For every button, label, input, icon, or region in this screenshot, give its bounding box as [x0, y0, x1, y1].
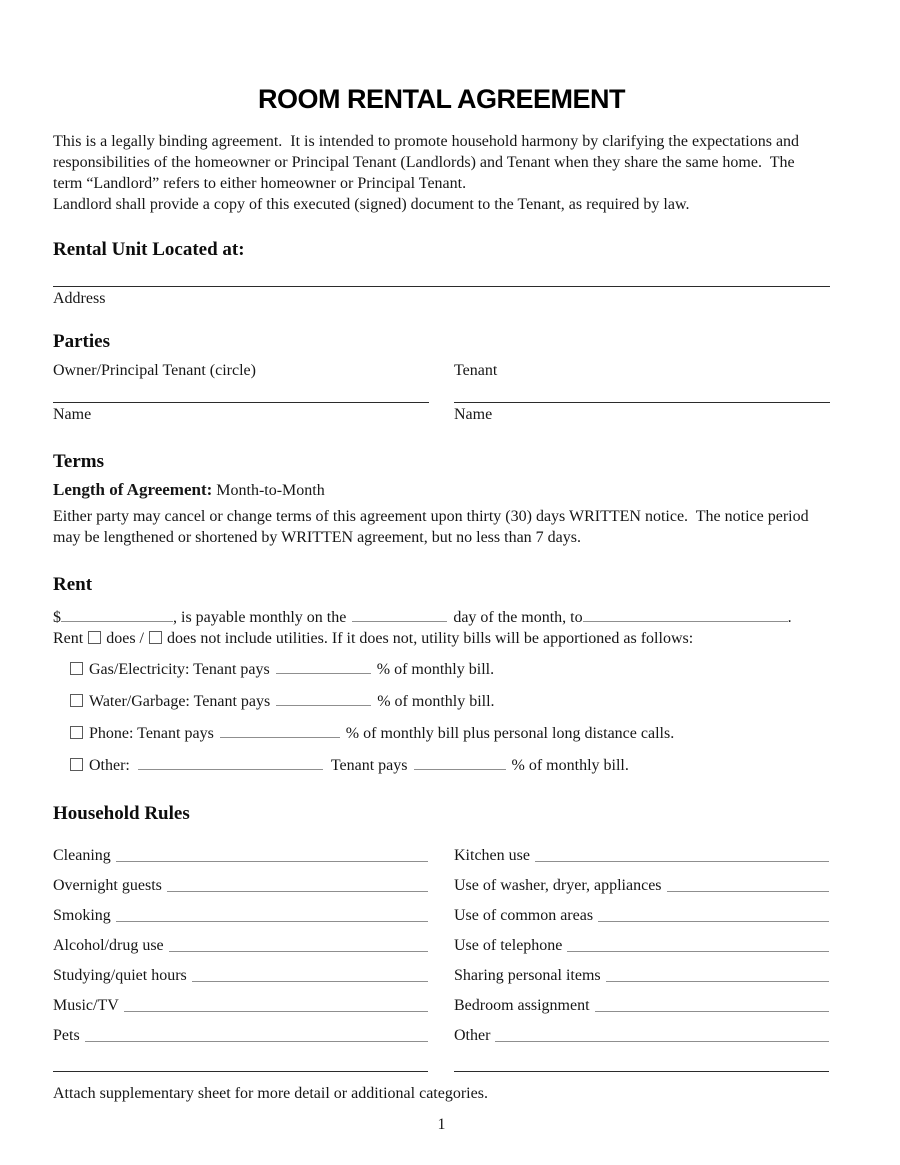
rent-word: Rent [53, 630, 84, 647]
rent-heading: Rent [53, 574, 93, 595]
owner-name-input-line[interactable] [53, 381, 429, 403]
rule-row-other [454, 1016, 830, 1046]
other-utility-description-blank[interactable] [138, 757, 323, 770]
other-rule-blank[interactable] [495, 1041, 829, 1042]
rule-row-extra-left [53, 1046, 429, 1076]
water-garbage-label: Water/Garbage: Tenant pays [89, 693, 271, 710]
cleaning-label: Cleaning [53, 847, 111, 864]
currency-symbol: $ [53, 609, 61, 626]
rent-payee-text: day of the month, to [453, 609, 583, 626]
utility-row-water-garbage [53, 691, 830, 712]
intro-law-line: Landlord shall provide a copy of this executed (signed) document to the Tenant, as required by law. [53, 196, 690, 213]
gas-electricity-suffix: % of monthly bill. [376, 661, 495, 678]
water-garbage-percent-blank[interactable] [276, 693, 371, 706]
rent-payee-blank[interactable] [583, 609, 788, 622]
utility-row-gas-electricity [53, 659, 830, 680]
phone-suffix: % of monthly bill plus personal long distance calls. [345, 725, 675, 742]
rent-payable-text: , is payable monthly on the [173, 609, 347, 626]
owner-name-label: Name [53, 406, 92, 423]
washer-dryer-appliances-blank[interactable] [667, 891, 829, 892]
gas-electricity-checkbox[interactable] [70, 662, 83, 675]
bedroom-assignment-label: Bedroom assignment [454, 997, 590, 1014]
rule-row-alcohol-drug-use [53, 926, 429, 956]
attach-supplementary-note: Attach supplementary sheet for more detail or additional categories. [53, 1085, 488, 1102]
music-tv-label: Music/TV [53, 997, 119, 1014]
tenant-name-input-line[interactable] [454, 381, 830, 403]
document-title: ROOM RENTAL AGREEMENT [258, 84, 625, 114]
length-of-agreement-value: Month-to-Month [216, 482, 325, 499]
address-input-line[interactable] [53, 261, 830, 287]
smoking-blank[interactable] [116, 921, 428, 922]
rule-row-sharing-personal-items [454, 956, 830, 986]
utilities-list [53, 659, 830, 776]
extra-left-blank[interactable] [53, 1071, 428, 1072]
utility-row-other [53, 755, 830, 776]
alcohol-drug-use-blank[interactable] [169, 951, 428, 952]
slash-separator: / [139, 630, 144, 647]
intro-paragraph: This is a legally binding agreement. It is intended to promote household harmony by clarifying the expectations and responsibilities of the homeowner or Principal Tenant (Landlords) and Tenant when they share the same home. The term “Landlord” refers to either homeowner or Principal Tenant. [53, 133, 804, 192]
household-rules-right-column [454, 836, 830, 1076]
rule-row-washer-dryer-appliances [454, 866, 830, 896]
studying-quiet-hours-label: Studying/quiet hours [53, 967, 187, 984]
cleaning-blank[interactable] [116, 861, 428, 862]
common-areas-label: Use of common areas [454, 907, 594, 924]
telephone-label: Use of telephone [454, 937, 563, 954]
rule-row-cleaning [53, 836, 429, 866]
phone-checkbox[interactable] [70, 726, 83, 739]
other-percent-blank[interactable] [414, 757, 506, 770]
gas-electricity-percent-blank[interactable] [276, 661, 371, 674]
parties-heading: Parties [53, 331, 110, 352]
common-areas-blank[interactable] [598, 921, 829, 922]
rule-row-bedroom-assignment [454, 986, 830, 1016]
does-label: does [106, 630, 136, 647]
rent-utilities-line [53, 628, 830, 649]
rule-row-common-areas [454, 896, 830, 926]
water-garbage-suffix: % of monthly bill. [377, 693, 495, 710]
overnight-guests-blank[interactable] [167, 891, 428, 892]
terms-heading: Terms [53, 451, 105, 472]
does-include-checkbox[interactable] [88, 631, 101, 644]
rule-row-pets [53, 1016, 429, 1046]
gas-electricity-label: Gas/Electricity: Tenant pays [89, 661, 270, 678]
rule-row-studying-quiet-hours [53, 956, 429, 986]
household-rules-grid [53, 836, 830, 1076]
rule-row-telephone [454, 926, 830, 956]
rent-payable-line [53, 607, 830, 628]
rent-day-blank[interactable] [352, 609, 447, 622]
does-not-include-checkbox[interactable] [149, 631, 162, 644]
other-utility-checkbox[interactable] [70, 758, 83, 771]
terms-body: Either party may cancel or change terms of this agreement upon thirty (30) days WRITTEN notice. The notice period may be lengthened or shortened by WRITTEN agreement, but no less than 7 days. [53, 508, 813, 546]
rule-row-kitchen-use [454, 836, 830, 866]
tenant-label: Tenant [454, 362, 498, 379]
rule-row-overnight-guests [53, 866, 429, 896]
household-rules-heading: Household Rules [53, 803, 190, 824]
other-utility-suffix: % of monthly bill. [511, 757, 629, 774]
kitchen-use-label: Kitchen use [454, 847, 530, 864]
telephone-blank[interactable] [567, 951, 829, 952]
pets-blank[interactable] [85, 1041, 428, 1042]
rent-line-period: . [787, 609, 792, 626]
phone-percent-blank[interactable] [220, 725, 340, 738]
smoking-label: Smoking [53, 907, 111, 924]
does-not-include-text: does not include utilities. If it does not, utility bills will be apportioned as follows: [167, 630, 694, 647]
utility-row-phone [53, 723, 830, 744]
household-rules-left-column [53, 836, 429, 1076]
washer-dryer-appliances-label: Use of washer, dryer, appliances [454, 877, 662, 894]
tenant-name-field [454, 381, 830, 425]
sharing-personal-items-label: Sharing personal items [454, 967, 601, 984]
rule-row-extra-right [454, 1046, 830, 1076]
extra-right-blank[interactable] [454, 1071, 829, 1072]
sharing-personal-items-blank[interactable] [606, 981, 829, 982]
alcohol-drug-use-label: Alcohol/drug use [53, 937, 164, 954]
owner-name-field [53, 381, 429, 425]
tenant-name-label: Name [454, 406, 493, 423]
studying-quiet-hours-blank[interactable] [192, 981, 428, 982]
rent-amount-blank[interactable] [61, 609, 173, 622]
other-tenant-pays-label: Tenant pays [330, 757, 408, 774]
water-garbage-checkbox[interactable] [70, 694, 83, 707]
other-rule-label: Other [454, 1027, 491, 1044]
phone-label: Phone: Tenant pays [89, 725, 214, 742]
length-of-agreement-label: Length of Agreement: [53, 480, 213, 499]
bedroom-assignment-blank[interactable] [595, 1011, 829, 1012]
rental-unit-heading: Rental Unit Located at: [53, 239, 245, 260]
rule-row-smoking [53, 896, 429, 926]
pets-label: Pets [53, 1027, 80, 1044]
other-utility-label: Other: [89, 757, 130, 774]
overnight-guests-label: Overnight guests [53, 877, 162, 894]
owner-principal-tenant-label: Owner/Principal Tenant (circle) [53, 362, 256, 379]
address-label: Address [53, 290, 106, 307]
page-number: 1 [437, 1116, 446, 1133]
kitchen-use-blank[interactable] [535, 861, 829, 862]
rule-row-music-tv [53, 986, 429, 1016]
music-tv-blank[interactable] [124, 1011, 428, 1012]
